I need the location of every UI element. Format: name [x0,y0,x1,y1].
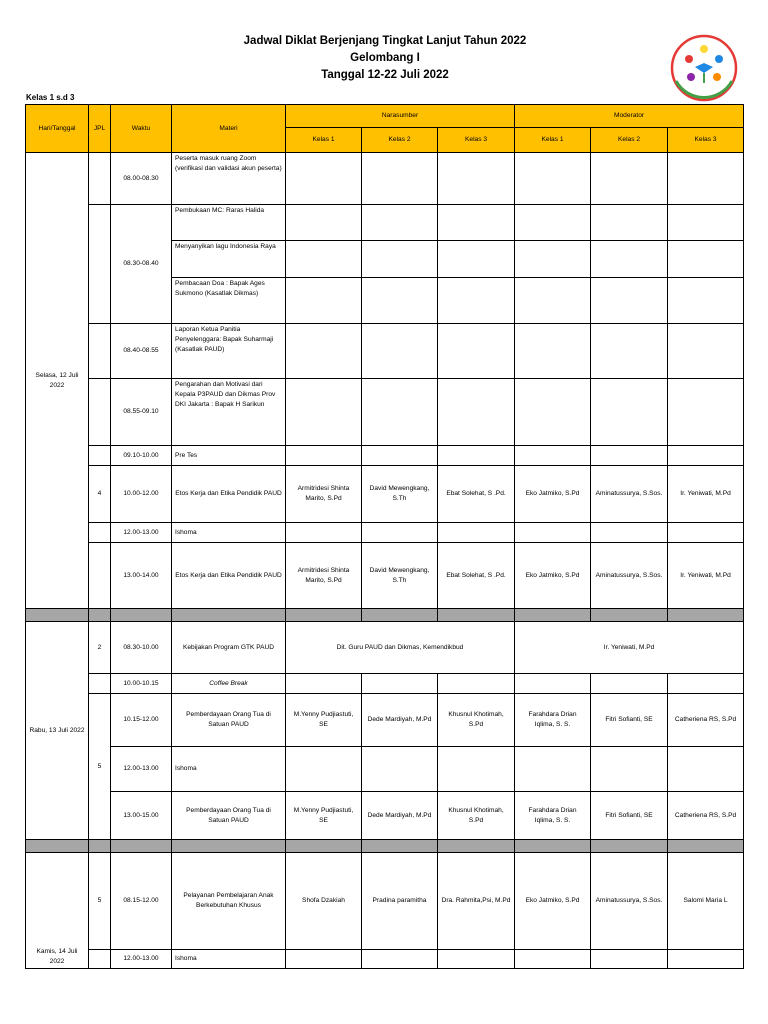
time-cell: 10.15-12.00 [111,694,172,747]
materi-cell: Ishoma [172,950,286,969]
materi-cell: Pembacaan Doa : Bapak Ages Sukmono (Kasatlak Dikmas) [172,278,286,324]
narasumber-kelas3: Ebat Solehat, S .Pd. [438,543,515,609]
materi-cell: Laporan Ketua Panitia Penyelenggara: Bapak Suharmaji (Kasatlak PAUD) [172,324,286,379]
table-row [26,853,744,950]
document-title: Jadwal Diklat Berjenjang Tingkat Lanjut Tahun 2022 [243,35,527,47]
moderator-kelas3: Catheriena RS, S.Pd [668,694,744,747]
materi-cell: Etos Kerja dan Etika Pendidik PAUD [172,466,286,523]
moderator-kelas3: Salomi Maria L [668,853,744,950]
class-range-label: Kelas 1 s.d 3 [26,93,75,102]
time-cell: 08.30-08.40 [111,205,172,324]
narasumber-kelas3: Dra. Rahmita,Psi, M.Pd [438,853,515,950]
jpl-cell: 5 [89,694,111,840]
table-row [26,747,744,792]
moderator-kelas3: Ir. Yeniwati, M.Pd [668,543,744,609]
jpl-cell: 2 [89,622,111,674]
narasumber-all: Dit. Guru PAUD dan Dikmas, Kemendikbud [286,622,515,674]
materi-cell: Menyanyikan lagu Indonesia Raya [172,241,286,278]
moderator-kelas3: Catheriena RS, S.Pd [668,792,744,840]
moderator-kelas1: Eko Jatmiko, S.Pd [515,466,591,523]
table-row [26,466,744,523]
narasumber-kelas1: Armitridesi Shinta Marito, S.Pd [286,543,362,609]
table-row [26,694,744,747]
materi-cell: Coffee Break [172,674,286,694]
header-narasumber-kelas2: Kelas 2 [362,128,438,153]
time-cell: 12.00-13.00 [111,523,172,543]
day-date: Kamis, 14 Juli 2022 [26,853,89,969]
moderator-kelas1: Eko Jatmiko, S.Pd [515,543,591,609]
table-row [26,153,744,205]
materi-cell: Etos Kerja dan Etika Pendidik PAUD [172,543,286,609]
time-cell: 08.00-08.30 [111,153,172,205]
header-narasumber: Narasumber [286,105,515,128]
narasumber-kelas2: David Mewengkang, S.Th [362,466,438,523]
materi-cell: Pembukaan MC: Raras Halida [172,205,286,241]
narasumber-kelas2: David Mewengkang, S.Th [362,543,438,609]
materi-cell: Pre Tes [172,446,286,466]
header-waktu: Waktu [111,105,172,153]
materi-cell: Pemberdayaan Orang Tua di Satuan PAUD [172,792,286,840]
table-row [26,324,744,379]
jpl-cell: 4 [89,466,111,523]
table-row [26,446,744,466]
time-cell: 09.10-10.00 [111,446,172,466]
header-moderator-kelas1: Kelas 1 [515,128,591,153]
header-narasumber-kelas3: Kelas 3 [438,128,515,153]
table-row [26,379,744,446]
narasumber-kelas1: M.Yenny Pudjiastuti, SE [286,694,362,747]
narasumber-kelas1: M.Yenny Pudjiastuti, SE [286,792,362,840]
materi-cell: Peserta masuk ruang Zoom (verifikasi dan validasi akun peserta) [172,153,286,205]
time-cell: 10.00-12.00 [111,466,172,523]
time-cell: 10.00-10.15 [111,674,172,694]
logo-icon [665,33,743,103]
moderator-kelas1: Eko Jatmiko, S.Pd [515,853,591,950]
time-cell: 08.40-08.55 [111,324,172,379]
time-cell: 08.15-12.00 [111,853,172,950]
table-row [26,205,744,241]
document-subtitle: Gelombang I [350,52,420,64]
narasumber-kelas1: Armitridesi Shinta Marito, S.Pd [286,466,362,523]
moderator-kelas2: Aminatussurya, S.Sos. [591,853,668,950]
narasumber-kelas3: Khusnul Khotimah, S.Pd [438,792,515,840]
day-separator [26,609,744,622]
moderator-kelas3: Ir. Yeniwati, M.Pd [668,466,744,523]
narasumber-kelas3: Khusnul Khotimah, S.Pd [438,694,515,747]
header-materi: Materi [172,105,286,153]
moderator-kelas2: Aminatussurya, S.Sos. [591,466,668,523]
table-row [26,950,744,969]
time-cell: 12.00-13.00 [111,747,172,792]
time-cell: 08.55-09.10 [111,379,172,446]
header-jpl: JPL [89,105,111,153]
materi-cell: Ishoma [172,523,286,543]
document-date-range: Tanggal 12-22 Juli 2022 [321,69,449,81]
narasumber-kelas3: Ebat Solehat, S .Pd. [438,466,515,523]
table-row [26,674,744,694]
schedule-table [25,104,744,969]
materi-cell: Kebijakan Program GTK PAUD [172,622,286,674]
moderator-kelas2: Fitri Sofianti, SE [591,792,668,840]
jpl-cell: 5 [89,853,111,950]
table-row [26,543,744,609]
header-moderator-kelas2: Kelas 2 [591,128,668,153]
moderator-kelas2: Fitri Sofianti, SE [591,694,668,747]
table-row [26,622,744,674]
moderator-kelas1: Farahdara Drian Iqlima, S. S. [515,694,591,747]
header-hari: Hari/Tanggal [26,105,89,153]
narasumber-kelas1: Shofa Dzakiah [286,853,362,950]
materi-cell: Pelayanan Pembelajaran Anak Berkebutuhan Khusus [172,853,286,950]
moderator-all: Ir. Yeniwati, M.Pd [515,622,744,674]
day-separator [26,840,744,853]
moderator-kelas2: Aminatussurya, S.Sos. [591,543,668,609]
materi-cell: Pengarahan dan Motivasi dari Kepala P3PAUD dan Dikmas Prov DKI Jakarta : Bapak H Sarikun [172,379,286,446]
header-narasumber-kelas1: Kelas 1 [286,128,362,153]
header-moderator: Moderator [515,105,744,128]
moderator-kelas1: Farahdara Drian Iqlima, S. S. [515,792,591,840]
narasumber-kelas2: Dede Mardiyah, M.Pd [362,694,438,747]
time-cell: 13.00-14.00 [111,543,172,609]
table-row [26,523,744,543]
day-date: Rabu, 13 Juli 2022 [26,622,89,840]
time-cell: 12.00-13.00 [111,950,172,969]
day-date: Selasa, 12 Juli 2022 [26,153,89,609]
time-cell: 08.30-10.00 [111,622,172,674]
materi-cell: Ishoma [172,747,286,792]
time-cell: 13.00-15.00 [111,792,172,840]
narasumber-kelas2: Pradina paramitha [362,853,438,950]
materi-cell: Pemberdayaan Orang Tua di Satuan PAUD [172,694,286,747]
narasumber-kelas2: Dede Mardiyah, M.Pd [362,792,438,840]
header-moderator-kelas3: Kelas 3 [668,128,744,153]
table-row [26,792,744,840]
